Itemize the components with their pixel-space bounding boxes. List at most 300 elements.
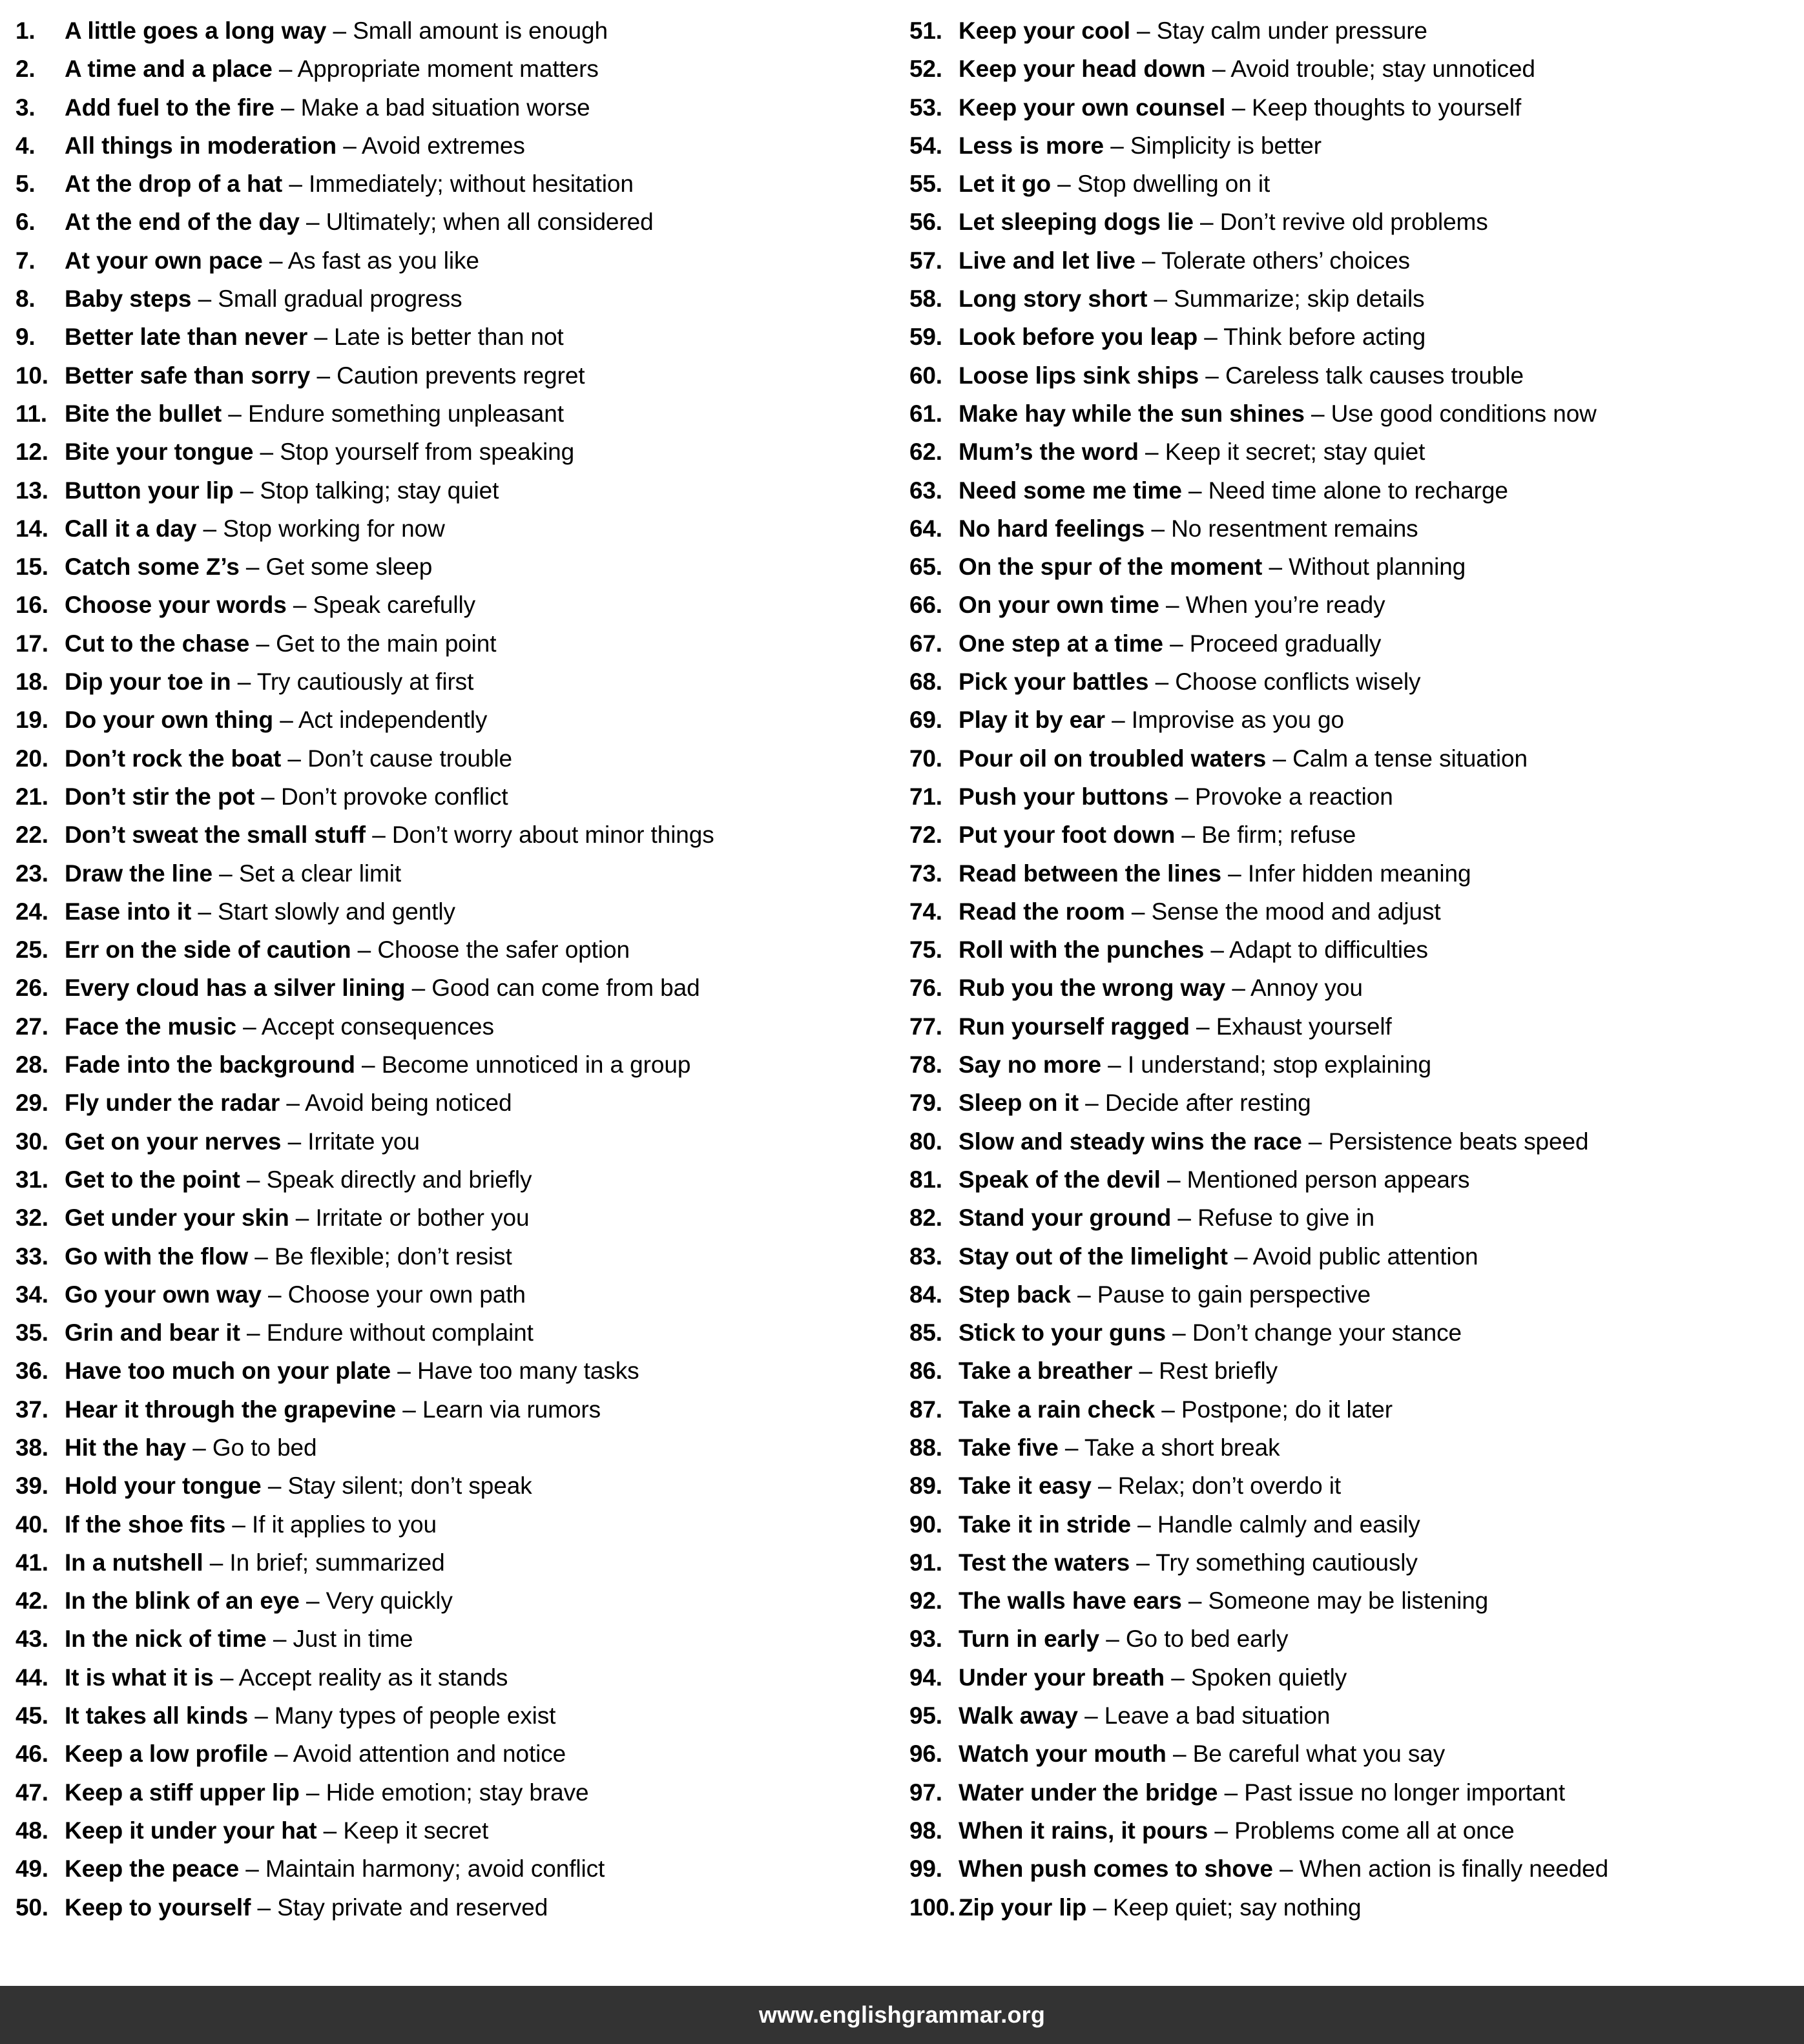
- idiom-phrase: Take a rain check: [959, 1396, 1156, 1423]
- idiom-text: [65, 778, 508, 816]
- idiom-phrase: In a nutshell: [65, 1549, 203, 1576]
- idiom-text: [65, 931, 630, 969]
- idiom-meaning: Become unnoticed in a group: [381, 1051, 691, 1079]
- idiom-row: [909, 50, 1800, 88]
- idiom-meaning: Infer hidden meaning: [1247, 860, 1471, 887]
- idiom-text: [959, 318, 1426, 356]
- idiom-separator-dash: –: [239, 1855, 265, 1883]
- idiom-text: [65, 1122, 420, 1161]
- idiom-row: [909, 471, 1800, 510]
- idiom-number: 43.: [16, 1626, 48, 1653]
- idiom-number: 55.: [909, 170, 942, 198]
- idiom-separator-dash: –: [1050, 170, 1077, 198]
- idiom-row: [16, 1505, 898, 1543]
- idiom-separator-dash: –: [231, 668, 257, 696]
- idiom-phrase: Long story short: [959, 285, 1148, 313]
- idiom-text: [959, 433, 1425, 471]
- idiom-phrase: Keep a low profile: [65, 1740, 268, 1768]
- idiom-text: [65, 854, 401, 893]
- idiom-meaning: Sense the mood and adjust: [1151, 898, 1441, 925]
- idiom-phrase: Slow and steady wins the race: [959, 1128, 1302, 1155]
- idiom-separator-dash: –: [1125, 898, 1152, 925]
- idiom-text: [65, 1735, 566, 1773]
- idiom-meaning: Improvise as you go: [1131, 707, 1344, 734]
- idiom-meaning: Avoid trouble; stay unnoticed: [1230, 56, 1535, 83]
- idiom-number: 53.: [909, 94, 942, 121]
- idiom-meaning: Many types of people exist: [274, 1702, 556, 1729]
- idiom-phrase: If the shoe fits: [65, 1511, 226, 1538]
- idiom-meaning: Small gradual progress: [218, 285, 462, 313]
- idiom-separator-dash: –: [266, 1626, 293, 1653]
- idiom-meaning: Decide after resting: [1104, 1089, 1311, 1117]
- idiom-phrase: Play it by ear: [959, 707, 1105, 734]
- idiom-text: [959, 1850, 1608, 1888]
- idiom-separator-dash: –: [1199, 362, 1225, 389]
- idiom-separator-dash: –: [251, 1894, 278, 1921]
- idiom-row: [909, 1543, 1800, 1582]
- idiom-meaning: Don’t worry about minor things: [391, 821, 714, 849]
- idiom-row: [16, 931, 898, 969]
- idiom-text: [65, 1161, 532, 1199]
- idiom-meaning: Stay calm under pressure: [1156, 17, 1427, 44]
- idiom-meaning: Have too many tasks: [417, 1358, 639, 1385]
- idiom-meaning: Mentioned person appears: [1187, 1166, 1470, 1193]
- idiom-meaning: Simplicity is better: [1130, 132, 1322, 159]
- idiom-phrase: The walls have ears: [959, 1587, 1182, 1615]
- idiom-meaning: Avoid being noticed: [305, 1089, 512, 1117]
- idiom-row: [16, 1850, 898, 1888]
- idiom-number: 77.: [909, 1013, 942, 1040]
- idiom-text: [959, 1505, 1420, 1543]
- idiom-separator-dash: –: [233, 477, 260, 504]
- idiom-separator-dash: –: [1218, 1779, 1245, 1806]
- idiom-text: [65, 701, 487, 739]
- idiom-text: [65, 739, 512, 778]
- idiom-number: 31.: [16, 1166, 48, 1193]
- idiom-separator-dash: –: [196, 515, 223, 542]
- idiom-number: 65.: [909, 553, 942, 581]
- idiom-number: 3.: [16, 94, 36, 121]
- idiom-meaning: Persistence beats speed: [1328, 1128, 1589, 1155]
- idiom-meaning: Handle calmly and easily: [1157, 1511, 1420, 1538]
- idiom-separator-dash: –: [1181, 477, 1208, 504]
- idiom-meaning: Calm a tense situation: [1292, 745, 1528, 772]
- idiom-row: [909, 969, 1800, 1007]
- idiom-row: [909, 1007, 1800, 1046]
- idiom-phrase: Run yourself ragged: [959, 1013, 1190, 1040]
- idiom-number: 2.: [16, 56, 36, 83]
- idiom-text: [65, 586, 475, 624]
- idiom-separator-dash: –: [351, 936, 378, 964]
- idiom-row: [16, 1390, 898, 1429]
- idiom-text: [959, 1122, 1588, 1161]
- idiom-number: 66.: [909, 592, 942, 619]
- idiom-number: 73.: [909, 860, 942, 887]
- idiom-row: [909, 1390, 1800, 1429]
- idiom-number: 51.: [909, 17, 942, 44]
- idiom-text: [959, 242, 1410, 280]
- idiom-text: [959, 1390, 1393, 1429]
- idiom-separator-dash: –: [253, 439, 280, 466]
- idiom-text: [65, 395, 564, 433]
- idiom-meaning: When action is finally needed: [1299, 1855, 1609, 1883]
- idiom-text: [959, 1352, 1278, 1390]
- idiom-row: [909, 1352, 1800, 1390]
- idiom-meaning: Choose the safer option: [377, 936, 630, 964]
- idiom-separator-dash: –: [1130, 1549, 1156, 1576]
- idiom-number: 50.: [16, 1894, 48, 1921]
- idiom-separator-dash: –: [310, 362, 337, 389]
- idiom-number: 59.: [909, 324, 942, 351]
- idiom-phrase: Button your lip: [65, 477, 234, 504]
- idiom-number: 9.: [16, 324, 36, 351]
- idiom-row: [16, 1237, 898, 1275]
- idiom-phrase: Fly under the radar: [65, 1089, 280, 1117]
- idiom-text: [65, 50, 599, 88]
- idiom-text: [65, 165, 634, 203]
- idiom-separator-dash: –: [1165, 1664, 1191, 1691]
- idiom-phrase: Step back: [959, 1281, 1071, 1308]
- idiom-phrase: Walk away: [959, 1702, 1078, 1729]
- idiom-number: 84.: [909, 1281, 942, 1308]
- idiom-meaning: In brief; summarized: [229, 1549, 445, 1576]
- idiom-phrase: It is what it is: [65, 1664, 214, 1691]
- idiom-text: [959, 586, 1385, 624]
- idiom-number: 78.: [909, 1051, 942, 1079]
- idiom-separator-dash: –: [1099, 1626, 1126, 1653]
- idiom-separator-dash: –: [1159, 592, 1186, 619]
- idiom-row: [909, 586, 1800, 624]
- idiom-number: 19.: [16, 707, 48, 734]
- idiom-number: 80.: [909, 1128, 942, 1155]
- idiom-meaning: Try something cautiously: [1156, 1549, 1418, 1576]
- idiom-separator-dash: –: [1208, 1817, 1235, 1844]
- idiom-phrase: Keep your head down: [959, 56, 1206, 83]
- idiom-separator-dash: –: [273, 707, 298, 734]
- idiom-row: [16, 50, 898, 88]
- idiom-meaning: Speak carefully: [313, 592, 475, 619]
- idiom-meaning: Avoid attention and notice: [293, 1740, 566, 1768]
- idiom-text: [959, 1658, 1347, 1697]
- idiom-number: 24.: [16, 898, 48, 925]
- idiom-number: 29.: [16, 1089, 48, 1117]
- idiom-meaning: Pause to gain perspective: [1097, 1281, 1371, 1308]
- idiom-row: [16, 969, 898, 1007]
- idiom-number: 1.: [16, 17, 36, 44]
- idiom-number: 6.: [16, 209, 36, 236]
- idiom-phrase: Less is more: [959, 132, 1104, 159]
- idiom-separator-dash: –: [191, 898, 218, 925]
- idiom-text: [959, 88, 1521, 127]
- idiom-number: 67.: [909, 630, 942, 657]
- idiom-phrase: Ease into it: [65, 898, 192, 925]
- idiom-text: [65, 1275, 526, 1314]
- idiom-text: [65, 1237, 512, 1275]
- idiom-text: [959, 739, 1528, 778]
- idiom-meaning: Don’t revive old problems: [1219, 209, 1488, 236]
- idiom-row: [16, 203, 898, 241]
- idiom-row: [16, 778, 898, 816]
- idiom-text: [65, 510, 445, 548]
- idiom-meaning: Stop dwelling on it: [1077, 170, 1270, 198]
- idiom-row: [909, 816, 1800, 854]
- idiom-row: [909, 931, 1800, 969]
- idiom-row: [909, 165, 1800, 203]
- idiom-meaning: When you’re ready: [1185, 592, 1385, 619]
- idiom-meaning: Stay private and reserved: [277, 1894, 548, 1921]
- idiom-meaning: Tolerate others’ choices: [1161, 247, 1410, 274]
- idiom-number: 75.: [909, 936, 942, 964]
- idiom-number: 46.: [16, 1740, 48, 1768]
- idiom-phrase: Push your buttons: [959, 783, 1169, 810]
- idiom-phrase: Catch some Z’s: [65, 553, 240, 581]
- idiom-meaning: Keep it secret; stay quiet: [1165, 439, 1426, 466]
- idiom-text: [65, 1390, 601, 1429]
- idiom-separator-dash: –: [286, 592, 313, 619]
- idiom-row: [909, 280, 1800, 318]
- idiom-meaning: Endure without complaint: [266, 1319, 534, 1347]
- idiom-phrase: No hard feelings: [959, 515, 1145, 542]
- idiom-number: 71.: [909, 783, 942, 810]
- idiom-number: 90.: [909, 1511, 942, 1538]
- idiom-text: [65, 1582, 453, 1620]
- idiom-number: 57.: [909, 247, 942, 274]
- idiom-row: [16, 1199, 898, 1237]
- idiom-text: [959, 1582, 1488, 1620]
- idiom-separator-dash: –: [1155, 1396, 1181, 1423]
- idiom-number: 88.: [909, 1434, 942, 1461]
- idiom-row: [16, 739, 898, 778]
- idiom-phrase: Keep to yourself: [65, 1894, 251, 1921]
- idiom-row: [909, 1888, 1800, 1926]
- idiom-row: [16, 625, 898, 663]
- idiom-phrase: Go your own way: [65, 1281, 262, 1308]
- idiom-meaning: Small amount is enough: [353, 17, 608, 44]
- idiom-separator-dash: –: [1221, 860, 1248, 887]
- idiom-meaning: Choose conflicts wisely: [1175, 668, 1421, 696]
- idiom-meaning: Good can come from bad: [431, 975, 700, 1002]
- idiom-number: 13.: [16, 477, 48, 504]
- idiom-phrase: Go with the flow: [65, 1243, 249, 1270]
- idiom-text: [959, 701, 1344, 739]
- idiom-meaning: Need time alone to recharge: [1208, 477, 1508, 504]
- idiom-separator-dash: –: [186, 1434, 213, 1461]
- idiom-row: [909, 663, 1800, 701]
- idiom-number: 87.: [909, 1396, 942, 1423]
- idiom-separator-dash: –: [261, 1472, 288, 1500]
- idiom-phrase: Put your foot down: [959, 821, 1176, 849]
- idiom-phrase: Every cloud has a silver lining: [65, 975, 406, 1002]
- idiom-separator-dash: –: [326, 17, 353, 44]
- idiom-row: [909, 778, 1800, 816]
- idiom-number: 82.: [909, 1204, 942, 1232]
- idiom-separator-dash: –: [1266, 745, 1293, 772]
- idiom-phrase: Let sleeping dogs lie: [959, 209, 1194, 236]
- idiom-text: [65, 127, 525, 165]
- idiom-row: [16, 816, 898, 854]
- idiom-text: [959, 854, 1471, 893]
- idiom-text: [959, 625, 1381, 663]
- idiom-number: 76.: [909, 975, 942, 1002]
- idiom-row: [16, 1161, 898, 1199]
- idiom-number: 4.: [16, 132, 36, 159]
- idiom-row: [16, 701, 898, 739]
- idiom-meaning: Ultimately; when all considered: [326, 209, 654, 236]
- idiom-phrase: Face the music: [65, 1013, 236, 1040]
- idiom-separator-dash: –: [1301, 1128, 1329, 1155]
- idiom-number: 100.: [909, 1894, 956, 1921]
- idiom-number: 36.: [16, 1358, 48, 1385]
- idiom-text: [65, 893, 455, 931]
- idiom-row: [909, 395, 1800, 433]
- footer-website-url[interactable]: www.englishgrammar.org: [758, 2001, 1046, 2028]
- idiom-text: [65, 816, 714, 854]
- idiom-phrase: When it rains, it pours: [959, 1817, 1208, 1844]
- idiom-phrase: Read the room: [959, 898, 1125, 925]
- idiom-meaning: Get to the main point: [276, 630, 497, 657]
- idiom-row: [909, 1582, 1800, 1620]
- idiom-separator-dash: –: [1104, 707, 1132, 734]
- idiom-text: [65, 280, 462, 318]
- idiom-separator-dash: –: [1165, 1319, 1192, 1347]
- idiom-text: [959, 1007, 1392, 1046]
- idiom-text: [959, 1084, 1311, 1122]
- idiom-phrase: A time and a place: [65, 56, 273, 83]
- idiom-text: [959, 280, 1425, 318]
- idiom-meaning: Keep quiet; say nothing: [1113, 1894, 1362, 1921]
- idiom-phrase: Zip your lip: [959, 1894, 1087, 1921]
- idiom-meaning: Be firm; refuse: [1201, 821, 1356, 849]
- idiom-meaning: Learn via rumors: [422, 1396, 601, 1423]
- idiom-number: 60.: [909, 362, 942, 389]
- idiom-separator-dash: –: [1086, 1894, 1114, 1921]
- idiom-row: [16, 586, 898, 624]
- idiom-text: [959, 1773, 1565, 1812]
- idiom-row: [16, 356, 898, 395]
- idiom-text: [959, 1275, 1371, 1314]
- idiom-text: [959, 969, 1363, 1007]
- idiom-phrase: Pour oil on troubled waters: [959, 745, 1267, 772]
- idiom-separator-dash: –: [1193, 209, 1220, 236]
- idiom-row: [16, 1773, 898, 1812]
- idiom-phrase: Water under the bridge: [959, 1779, 1218, 1806]
- idiom-phrase: Need some me time: [959, 477, 1182, 504]
- idiom-separator-dash: –: [1181, 1587, 1208, 1615]
- idiom-row: [16, 1275, 898, 1314]
- idiom-separator-dash: –: [1104, 132, 1130, 159]
- idiom-row: [909, 1046, 1800, 1084]
- idiom-row: [16, 318, 898, 356]
- idiom-meaning: Stop yourself from speaking: [280, 439, 575, 466]
- idiom-meaning: Maintain harmony; avoid conflict: [265, 1855, 605, 1883]
- idiom-number: 37.: [16, 1396, 48, 1423]
- idiom-phrase: Keep your cool: [959, 17, 1130, 44]
- idiom-separator-dash: –: [1077, 1702, 1104, 1729]
- idiom-text: [65, 1620, 413, 1658]
- idiom-separator-dash: –: [236, 1013, 262, 1040]
- idiom-row: [909, 1620, 1800, 1658]
- idiom-separator-dash: –: [274, 94, 301, 121]
- idiom-number: 11.: [16, 400, 47, 427]
- idiom-meaning: Leave a bad situation: [1104, 1702, 1331, 1729]
- idiom-meaning: Use good conditions now: [1331, 400, 1597, 427]
- idiom-separator-dash: –: [213, 1664, 239, 1691]
- idiom-phrase: Grin and bear it: [65, 1319, 240, 1347]
- idiom-phrase: Call it a day: [65, 515, 197, 542]
- idiom-row: [16, 471, 898, 510]
- idiom-text: [959, 165, 1270, 203]
- idiom-text: [65, 1007, 494, 1046]
- idiom-text: [959, 1697, 1330, 1735]
- idiom-phrase: Add fuel to the fire: [65, 94, 275, 121]
- idiom-row: [909, 1697, 1800, 1735]
- idiom-number: 34.: [16, 1281, 48, 1308]
- idiom-number: 27.: [16, 1013, 48, 1040]
- idiom-number: 21.: [16, 783, 48, 810]
- idiom-separator-dash: –: [1175, 821, 1202, 849]
- idiom-number: 89.: [909, 1472, 942, 1500]
- idiom-text: [65, 1505, 437, 1543]
- idiom-meaning: Postpone; do it later: [1181, 1396, 1393, 1423]
- idiom-row: [909, 1735, 1800, 1773]
- idiom-meaning: Make a bad situation worse: [300, 94, 590, 121]
- idiom-number: 16.: [16, 592, 48, 619]
- idiom-number: 42.: [16, 1587, 48, 1615]
- idiom-text: [959, 1046, 1431, 1084]
- idiom-text: [65, 1084, 512, 1122]
- idiom-row: [909, 1658, 1800, 1697]
- idiom-phrase: In the blink of an eye: [65, 1587, 300, 1615]
- idiom-phrase: Don’t rock the boat: [65, 745, 282, 772]
- idiom-row: [16, 1658, 898, 1697]
- idiom-phrase: Turn in early: [959, 1626, 1100, 1653]
- idiom-number: 39.: [16, 1472, 48, 1500]
- idiom-number: 15.: [16, 553, 48, 581]
- idiom-meaning: Set a clear limit: [238, 860, 402, 887]
- idiom-phrase: When push comes to shove: [959, 1855, 1273, 1883]
- idiom-number: 45.: [16, 1702, 48, 1729]
- idiom-text: [65, 1658, 508, 1697]
- idiom-phrase: Mum’s the word: [959, 439, 1139, 466]
- idiom-meaning: Keep thoughts to yourself: [1252, 94, 1522, 121]
- idiom-separator-dash: –: [222, 400, 248, 427]
- idiom-separator-dash: –: [1135, 247, 1162, 274]
- idiom-meaning: Annoy you: [1250, 975, 1363, 1002]
- idiom-separator-dash: –: [1070, 1281, 1097, 1308]
- idiom-meaning: Accept reality as it stands: [238, 1664, 508, 1691]
- idiom-row: [16, 1697, 898, 1735]
- idiom-phrase: Better late than never: [65, 324, 308, 351]
- idiom-row: [909, 854, 1800, 893]
- idiom-number: 52.: [909, 56, 942, 83]
- idiom-number: 35.: [16, 1319, 48, 1347]
- idiom-number: 63.: [909, 477, 942, 504]
- idiom-text: [959, 1888, 1361, 1926]
- idiom-meaning: Rest briefly: [1159, 1358, 1278, 1385]
- idiom-separator-dash: –: [225, 1511, 253, 1538]
- idiom-text: [65, 88, 590, 127]
- idiom-number: 20.: [16, 745, 48, 772]
- idiom-separator-dash: –: [1138, 439, 1165, 466]
- idiom-text: [65, 356, 585, 395]
- idiom-text: [65, 1199, 529, 1237]
- idiom-separator-dash: –: [203, 1549, 230, 1576]
- idiom-row: [909, 1199, 1800, 1237]
- idiom-phrase: At your own pace: [65, 247, 263, 274]
- idiom-meaning: Just in time: [293, 1626, 413, 1653]
- idiom-phrase: Say no more: [959, 1051, 1101, 1079]
- idiom-phrase: Make hay while the sun shines: [959, 400, 1305, 427]
